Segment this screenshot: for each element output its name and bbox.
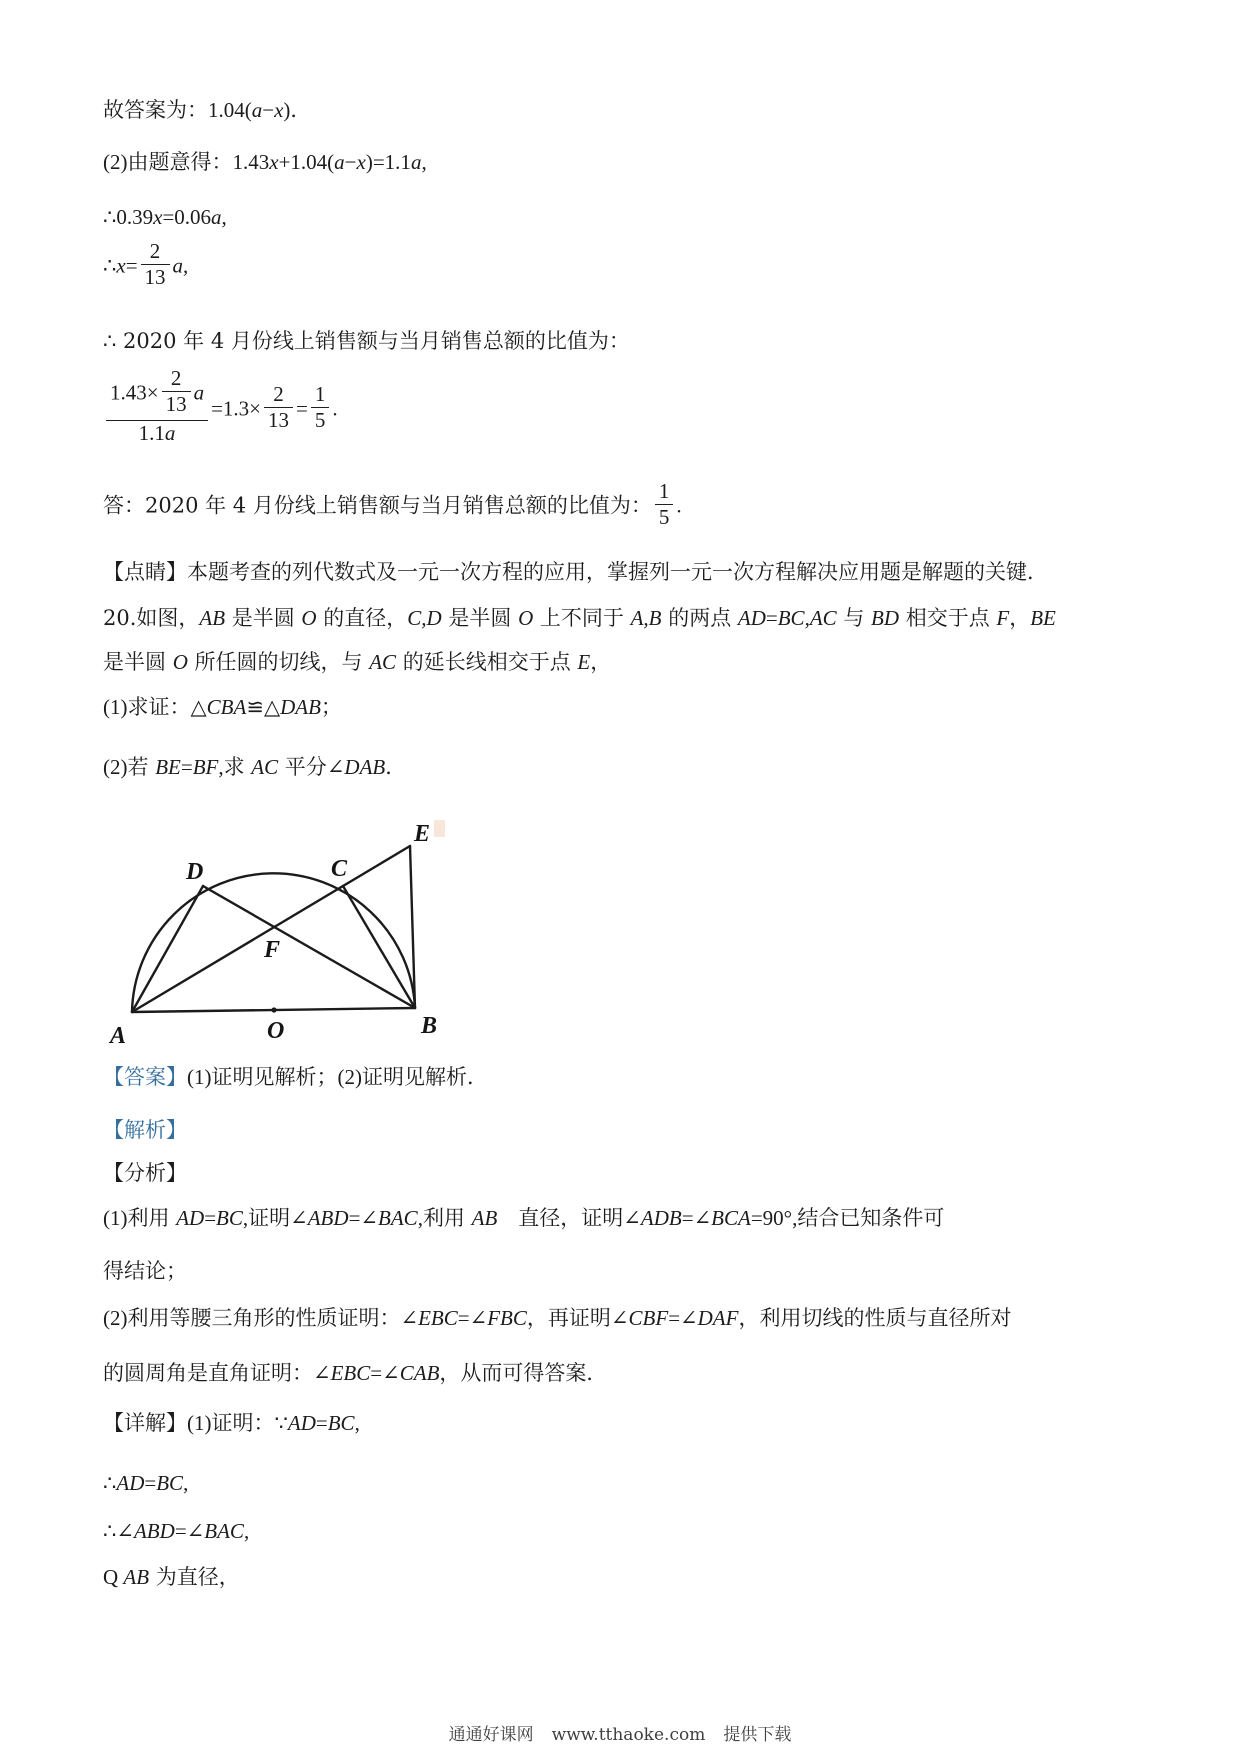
line-detail-proof-2: ∴AD=BC, <box>103 1471 189 1495</box>
line-answer-statement: 答：2020 年 4 月份线上销售额与当月销售总额的比值为： $\frac{1}{5}$ . <box>103 479 682 530</box>
segment-DB <box>203 886 415 1008</box>
line-q20-statement-2: 是半圆 O 所任圆的切线，与 AC 的延长线相交于点 E， <box>103 650 612 674</box>
label-A: A <box>110 1023 127 1049</box>
footer-site-name: 通通好课网 <box>448 1725 534 1745</box>
label-C: C <box>331 856 348 882</box>
line-analysis-1a: (1)利用 AD=BC,证明∠ABD=∠BAC,利用 AB 直径，证明∠ADB=∠BCA=90°,结合已知条件可 <box>103 1206 945 1230</box>
center-O-dot <box>271 1007 276 1012</box>
page-footer <box>0 1720 1240 1745</box>
line-q20-part2: (2)若 BE=BF,求 AC 平分∠DAB． <box>103 755 407 779</box>
line-ratio-calculation: 1.43× $\frac{2}{13}$ a 1.1a =1.3× $\frac{2}{13}$ = $\frac{1}{5}$ . <box>103 372 338 450</box>
scan-artifact <box>434 820 445 837</box>
line-answer-recap: 故答案为：1.04(a−x)． <box>103 98 312 122</box>
line-deduction-1: ∴0.39x=0.06a, <box>103 205 227 229</box>
line-detail-proof-4: Q AB 为直径， <box>103 1565 240 1589</box>
line-deduction-2: ∴x= $\frac{2}{13}$ a, <box>103 239 189 290</box>
label-D: D <box>186 859 204 885</box>
segment-CB <box>343 886 415 1008</box>
label-B: B <box>421 1013 438 1039</box>
line-q20-part1: (1)求证：△CBA≌△DAB； <box>103 695 342 719</box>
line-detail-proof-3: ∴∠ABD=∠BAC, <box>103 1519 250 1543</box>
line-part2-equation: (2)由题意得：1.43x+1.04(a−x)=1.1a, <box>103 150 427 174</box>
line-q20-statement-1: 20.如图，AB 是半圆 O 的直径，C,D 是半圆 O 上不同于 A,B 的两点 AD=BC,AC 与 BD 相交于点 F，BE <box>103 606 1056 630</box>
label-O: O <box>267 1018 285 1044</box>
line-detail-proof-1: 【详解】(1)证明：∵AD=BC, <box>103 1411 360 1435</box>
line-answer: 【答案】(1)证明见解析；(2)证明见解析． <box>103 1065 488 1089</box>
line-ratio-intro: ∴ 2020 年 4 月份线上销售额与当月销售总额的比值为： <box>103 329 630 353</box>
footer-url: www.tthaoke.com <box>551 1725 706 1745</box>
line-dianjing-note: 【点睛】本题考查的列代数式及一元一次方程的应用，掌握列一元一次方程解决应用题是解题的关键． <box>103 560 1048 584</box>
label-F: F <box>264 937 281 963</box>
label-E: E <box>414 821 431 847</box>
line-fenxi-label: 【分析】 <box>103 1161 187 1185</box>
footer-download-suffix: 提供下载 <box>723 1725 792 1745</box>
line-analysis-1b: 得结论； <box>103 1259 187 1283</box>
line-jiexi-label: 【解析】 <box>103 1118 187 1142</box>
segment-AD <box>132 886 203 1012</box>
line-analysis-2b: 的圆周角是直角证明：∠EBC=∠CAB，从而可得答案． <box>103 1361 608 1385</box>
geometry-figure <box>90 808 462 1060</box>
line-analysis-2a: (2)利用等腰三角形的性质证明：∠EBC=∠FBC，再证明∠CBF=∠DAF，利用切线的性质与直径所对 <box>103 1306 1012 1330</box>
